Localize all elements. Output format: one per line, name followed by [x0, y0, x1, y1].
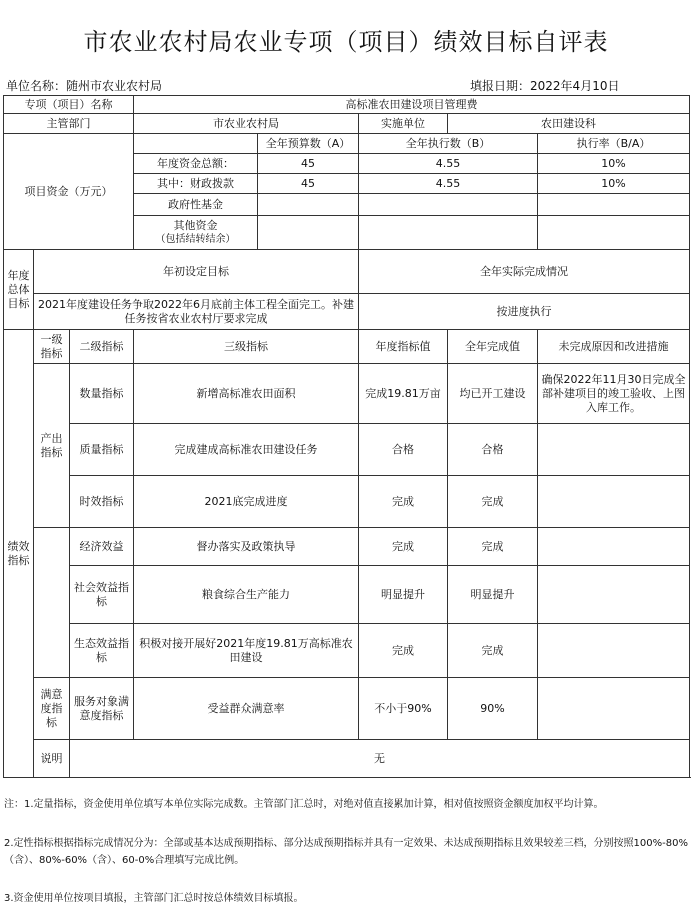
- dept-row: [4, 114, 690, 134]
- l2-cell: 服务对象满意度指标: [70, 678, 134, 740]
- initial-goal-label: 年初设定目标: [34, 250, 359, 294]
- fiscal-label: 其中：财政拨款: [134, 174, 258, 194]
- remark-label: 说明: [34, 740, 70, 778]
- other-fund-exec: [359, 216, 538, 250]
- evaluation-table: [3, 95, 690, 778]
- table-row: [4, 476, 690, 528]
- table-row: [4, 624, 690, 678]
- perf-h6: 未完成原因和改进措施: [538, 330, 690, 364]
- done-cell: 均已开工建设: [448, 364, 538, 424]
- gov-fund-rate: [538, 194, 690, 216]
- total-exec: 4.55: [359, 154, 538, 174]
- page-title: 市农业农村局农业专项（项目）绩效目标自评表: [83, 28, 609, 56]
- perf-header-row: [4, 330, 690, 364]
- remark-row: [4, 740, 690, 778]
- target-cell: 完成19.81万亩: [359, 364, 448, 424]
- effect-label: [34, 528, 70, 678]
- gov-fund-label: 政府性基金: [134, 194, 258, 216]
- funds-label: 项目资金（万元）: [4, 134, 134, 250]
- note-2: 2.定性指标根据指标完成情况分为：全部或基本达成预期指标、部分达成预期指标并具有一定效果、未达成预期指标且效果较差三档，分别按照100%-80%（含）、80%-60%（含）、60-0%合理填写完成比例。: [4, 838, 688, 866]
- l2-cell: 数量指标: [70, 364, 134, 424]
- annual-goal-header-row: [4, 250, 690, 294]
- target-cell: 完成: [359, 476, 448, 528]
- other-fund-rate: [538, 216, 690, 250]
- annual-goal-row: [4, 294, 690, 330]
- reason-cell: [538, 678, 690, 740]
- note-1: 注：1.定量指标，资金使用单位填写本单位实际完成数。主管部门汇总时，对绝对值直接累加计算，相对值按照资金额度加权平均计算。: [4, 799, 604, 810]
- col-budget: 全年预算数（A）: [258, 134, 359, 154]
- perf-h4: 年度指标值: [359, 330, 448, 364]
- project-label: 专项（项目）名称: [4, 96, 134, 114]
- unit-name: 随州市农业农村局: [66, 79, 163, 93]
- l2-cell: 社会效益指标: [70, 566, 134, 624]
- l2-cell: 时效指标: [70, 476, 134, 528]
- annual-goal-label: 年度总体目标: [4, 250, 34, 330]
- project-row: [4, 96, 690, 114]
- reason-cell: 确保2022年11月30日完成全部补建项目的竣工验收、上图入库工作。: [538, 364, 690, 424]
- done-cell: 合格: [448, 424, 538, 476]
- col-rate: 执行率（B/A）: [538, 134, 690, 154]
- target-cell: 完成: [359, 528, 448, 566]
- table-row: [4, 364, 690, 424]
- fill-date-field: [470, 77, 619, 94]
- table-row: [4, 678, 690, 740]
- actual-result: 按进度执行: [359, 294, 690, 330]
- dept-label: 主管部门: [4, 114, 134, 134]
- l3-cell: 粮食综合生产能力: [134, 566, 359, 624]
- reason-cell: [538, 624, 690, 678]
- target-cell: 完成: [359, 624, 448, 678]
- table-row: [4, 566, 690, 624]
- total-label: 年度资金总额：: [134, 154, 258, 174]
- l3-cell: 受益群众满意率: [134, 678, 359, 740]
- l2-cell: 质量指标: [70, 424, 134, 476]
- perf-h3: 三级指标: [134, 330, 359, 364]
- other-fund-note: （包括结转结余）: [155, 233, 236, 245]
- fill-date-label: 填报日期：: [470, 79, 531, 93]
- table-row: [4, 424, 690, 476]
- funds-header-row: [4, 134, 690, 154]
- l3-cell: 2021底完成进度: [134, 476, 359, 528]
- satis-label: 满意度指标: [34, 678, 70, 740]
- done-cell: 明显提升: [448, 566, 538, 624]
- reason-cell: [538, 424, 690, 476]
- other-fund-cell: [134, 216, 258, 250]
- l3-cell: 完成建成高标准农田建设任务: [134, 424, 359, 476]
- remark-text: 无: [70, 740, 690, 778]
- l3-cell: 积极对接开展好2021年度19.81万高标准农田建设: [134, 624, 359, 678]
- l2-cell: 经济效益: [70, 528, 134, 566]
- other-fund-budget: [258, 216, 359, 250]
- reason-cell: [538, 476, 690, 528]
- perf-h1: 一级指标: [34, 330, 70, 364]
- unit-label: 单位名称：: [6, 79, 67, 93]
- col-exec: 全年执行数（B）: [359, 134, 538, 154]
- fiscal-budget: 45: [258, 174, 359, 194]
- impl-name: 农田建设科: [448, 114, 690, 134]
- done-cell: 完成: [448, 528, 538, 566]
- l3-cell: 督办落实及政策执导: [134, 528, 359, 566]
- other-fund-label: 其他资金: [173, 218, 218, 232]
- impl-label: 实施单位: [359, 114, 448, 134]
- project-name: 高标准农田建设项目管理费: [134, 96, 690, 114]
- target-cell: 明显提升: [359, 566, 448, 624]
- dept-name: 市农业农村局: [134, 114, 359, 134]
- actual-label: 全年实际完成情况: [359, 250, 690, 294]
- l3-cell: 新增高标准农田面积: [134, 364, 359, 424]
- initial-goal: 2021年度建设任务争取2022年6月底前主体工程全面完工。补建任务按省农业农村厅要求完成: [34, 294, 359, 330]
- fiscal-rate: 10%: [538, 174, 690, 194]
- done-cell: 90%: [448, 678, 538, 740]
- total-rate: 10%: [538, 154, 690, 174]
- total-budget: 45: [258, 154, 359, 174]
- done-cell: 完成: [448, 624, 538, 678]
- funds-blank: [134, 134, 258, 154]
- fill-date: 2022年4月10日: [530, 79, 620, 93]
- note-3: 3.资金使用单位按项目填报，主管部门汇总时按总体绩效目标填报。: [4, 893, 304, 904]
- unit-field: [6, 77, 162, 94]
- target-cell: 合格: [359, 424, 448, 476]
- perf-label: 绩效指标: [4, 330, 34, 778]
- gov-fund-exec: [359, 194, 538, 216]
- fiscal-exec: 4.55: [359, 174, 538, 194]
- reason-cell: [538, 566, 690, 624]
- reason-cell: [538, 528, 690, 566]
- target-cell: 不小于90%: [359, 678, 448, 740]
- table-row: [4, 528, 690, 566]
- perf-h2: 二级指标: [70, 330, 134, 364]
- gov-fund-budget: [258, 194, 359, 216]
- perf-h5: 全年完成值: [448, 330, 538, 364]
- l2-cell: 生态效益指标: [70, 624, 134, 678]
- output-label: 产出指标: [34, 364, 70, 528]
- done-cell: 完成: [448, 476, 538, 528]
